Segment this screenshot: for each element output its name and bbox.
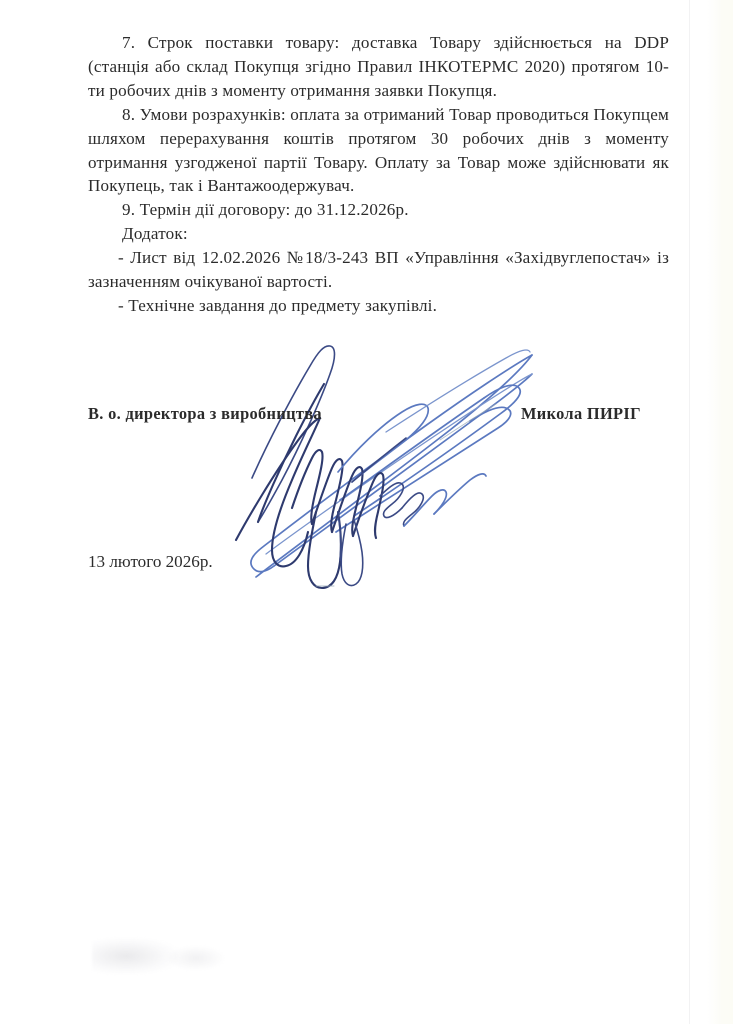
paragraph-clause-9: 9. Термін дії договору: до 31.12.2026р. <box>122 200 409 220</box>
signature-row <box>88 404 669 428</box>
paragraph-appendix-item-1: - Лист від 12.02.2026 №18/3-243 ВП «Управління «Західвуглепостач» із зазначенням очікуваної вартості. <box>88 248 669 292</box>
scan-edge-artifact <box>707 0 733 1024</box>
scan-smudge-artifact <box>92 938 178 974</box>
paragraph-appendix-heading: Додаток: <box>122 224 188 244</box>
scan-smudge-artifact-secondary <box>168 946 224 970</box>
signatory-name: Микола ПИРІГ <box>521 404 641 423</box>
document-date: 13 лютого 2026р. <box>88 552 213 571</box>
paragraph-clause-7: 7. Строк поставки товару: доставка Товару здійснюється на DDP (станція або склад Покупця згідно Правил ІНКОТЕРМС 2020) протягом 10-ти робочих днів з моменту отримання заявки Покупця. <box>88 33 669 100</box>
paragraph-appendix-item-2: - Технічне завдання до предмету закупівлі. <box>118 295 438 315</box>
document-body <box>88 31 669 318</box>
signatory-title: В. о. директора з виробництва <box>88 404 322 423</box>
paragraph-clause-8: 8. Умови розрахунків: оплата за отриманий Товар проводиться Покупцем шляхом перерахування коштів протягом 30 робочих днів з моменту отримання узгодженої партії Товару. Оплату за Товар може здійснювати як Покупець, так і Вантажоодержувач. <box>88 104 669 196</box>
scan-line-artifact <box>689 0 690 1024</box>
